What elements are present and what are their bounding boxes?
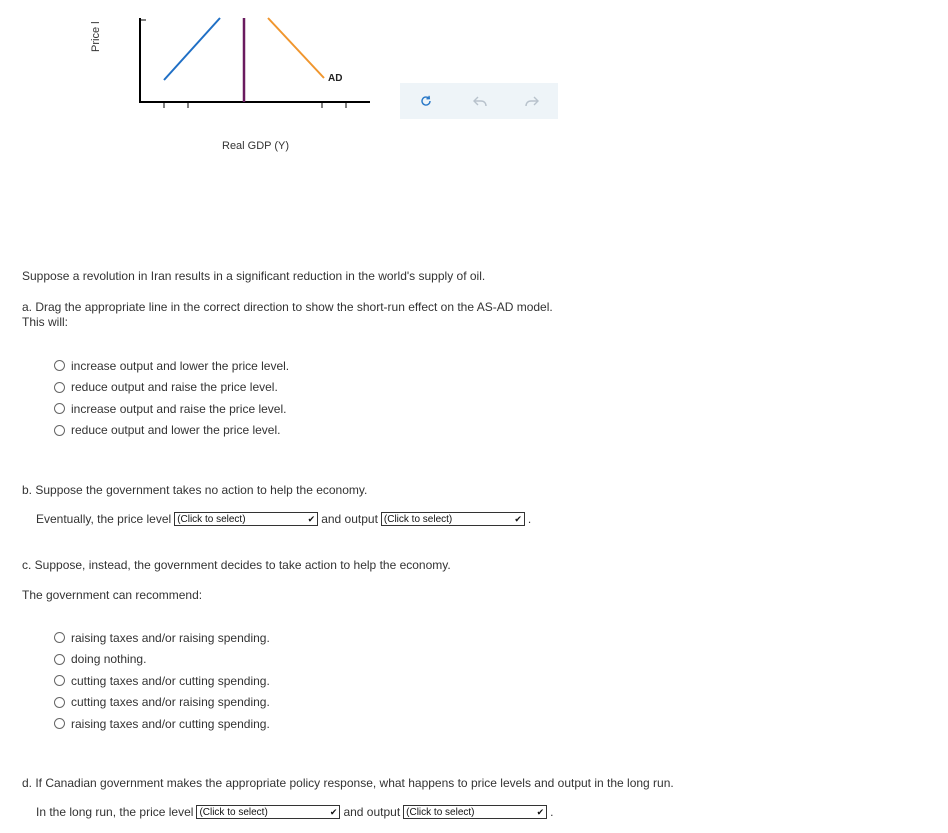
part-d-output-select[interactable]: (Click to select) ✔ [403,805,547,819]
part-c-text: c. Suppose, instead, the government decides to take action to help the economy. [22,558,451,572]
chevron-down-icon: ✔ [514,513,522,524]
radio-button[interactable] [54,675,65,686]
part-d-price-select[interactable]: (Click to select) ✔ [196,805,340,819]
part-c-options [54,627,270,735]
part-c-option[interactable]: cutting taxes and/or cutting spending. [54,670,270,692]
part-c-option[interactable]: doing nothing. [54,649,270,671]
part-c-option[interactable]: raising taxes and/or cutting spending. [54,713,270,735]
reset-icon [419,94,433,108]
ad-label: AD [328,73,343,84]
part-b-price-select[interactable]: (Click to select) ✔ [174,512,318,526]
graph-toolbar [400,83,558,119]
chevron-down-icon: ✔ [536,806,545,817]
part-d-row: In the long run, the price level (Click to select) ✔ and output (Click to select) ✔ . [36,805,554,819]
undo-icon [472,94,488,108]
part-d-text: d. If Canadian government makes the appropriate policy response, what happens to price levels and output in the long run. [22,776,674,790]
part-b-text: b. Suppose the government takes no action to help the economy. [22,483,368,497]
radio-button[interactable] [54,718,65,729]
as-line[interactable] [164,18,220,80]
part-a-prompt: This will: [22,315,69,329]
part-a-instruction: a. Drag the appropriate line in the correct direction to show the short-run effect on the AS-AD model. [22,300,553,314]
ad-line[interactable] [268,18,324,78]
part-b-row: Eventually, the price level (Click to select) ✔ and output (Click to select) ✔ . [36,512,532,526]
reset-button[interactable] [416,91,436,111]
redo-button[interactable] [522,91,542,111]
radio-button[interactable] [54,382,65,393]
part-c-option[interactable]: raising taxes and/or raising spending. [54,627,270,649]
radio-button[interactable] [54,632,65,643]
radio-button[interactable] [54,425,65,436]
part-c-prompt: The government can recommend: [22,588,203,602]
undo-button[interactable] [470,91,490,111]
part-b-output-select[interactable]: (Click to select) ✔ [381,512,525,526]
part-a-option[interactable]: increase output and lower the price level. [54,355,289,377]
question-intro: Suppose a revolution in Iran results in a significant reduction in the world's supply of oil. [22,269,486,283]
part-a-options [54,355,289,441]
part-a-option[interactable]: reduce output and lower the price level. [54,420,289,442]
x-axis-label: Real GDP (Y) [222,140,290,152]
part-a-option[interactable]: reduce output and raise the price level. [54,377,289,399]
radio-button[interactable] [54,360,65,371]
radio-button[interactable] [54,403,65,414]
y-axis-label: Price l [90,21,102,52]
radio-button[interactable] [54,654,65,665]
chevron-down-icon: ✔ [307,513,316,524]
chevron-down-icon: ✔ [329,806,338,817]
part-c-option[interactable]: cutting taxes and/or raising spending. [54,692,270,714]
part-a-option[interactable]: increase output and raise the price level. [54,398,289,420]
radio-button[interactable] [54,697,65,708]
redo-icon [524,94,540,108]
